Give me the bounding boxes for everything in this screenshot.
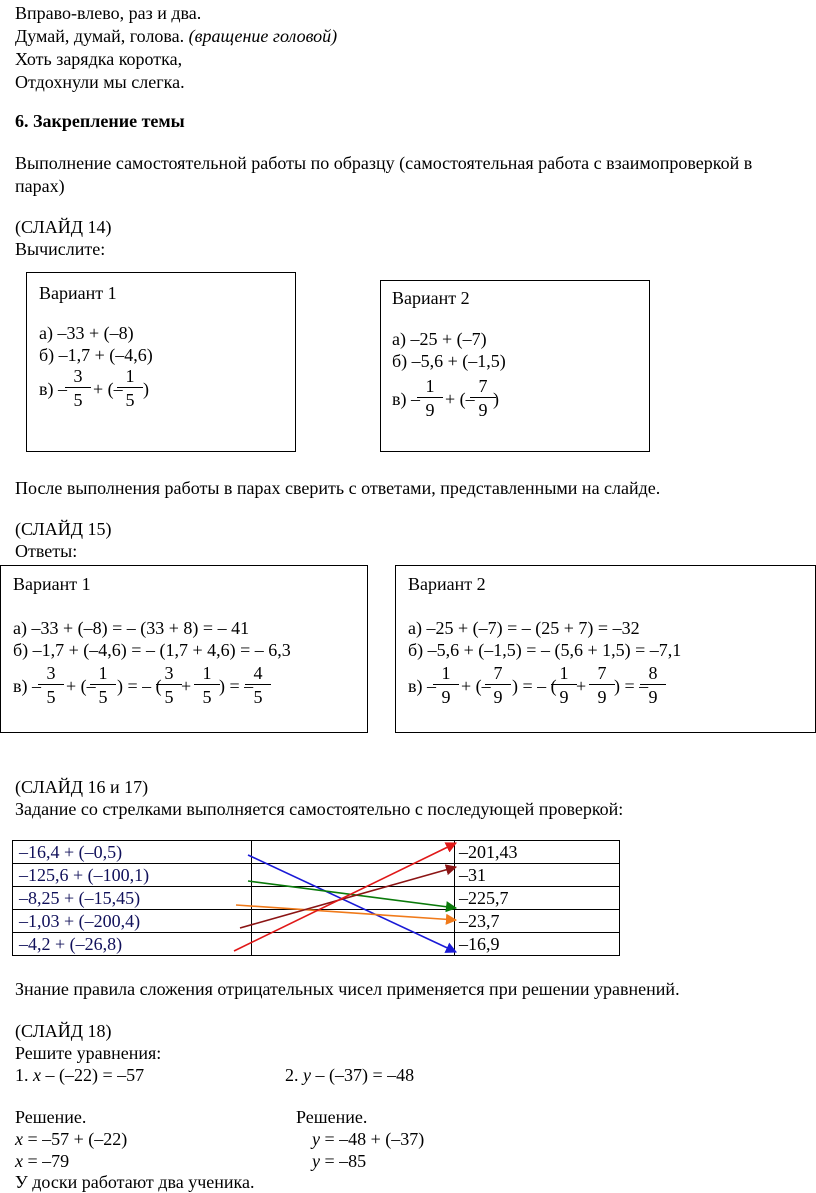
- answer1-title: Вариант 1: [13, 574, 91, 594]
- frac-num: 1: [117, 367, 143, 388]
- frac-den: 9: [441, 687, 451, 707]
- solution-2-label: Решение.: [296, 1107, 368, 1127]
- answer2-c-part1: + (–: [461, 676, 491, 696]
- slide1617-label: (СЛАЙД 16 и 17): [15, 777, 149, 797]
- right-answer: –225,7: [455, 887, 620, 910]
- frac-den: 5: [125, 390, 135, 410]
- footer-text: У доски работают два ученика.: [15, 1172, 255, 1192]
- sol1-l1-var: x: [15, 1129, 23, 1149]
- right-answer: –201,43: [455, 841, 620, 864]
- arrow-orange: [236, 905, 456, 920]
- frac-num: 7: [485, 664, 511, 685]
- slide14-label: (СЛАЙД 14): [15, 217, 112, 237]
- arrow-red: [234, 843, 456, 951]
- frac-den: 5: [46, 687, 56, 707]
- variant2-c-prefix: в) –: [392, 389, 420, 409]
- slide15-prompt: Ответы:: [15, 541, 78, 561]
- frac-num: 3: [65, 367, 91, 388]
- frac-den: 5: [253, 687, 263, 707]
- variant2-title: Вариант 2: [392, 288, 470, 308]
- frac-num: 1: [433, 664, 459, 685]
- solution-1-line-1: [15, 1128, 127, 1150]
- frac-den: 9: [559, 687, 569, 707]
- answer1-a: а) –33 + (–8) = – (33 + 8) = – 41: [13, 618, 250, 638]
- variant1-title: Вариант 1: [39, 283, 117, 303]
- variant1-c-end: ): [143, 379, 149, 399]
- answer2-c-part4: ) = –: [614, 676, 649, 696]
- poem-line-2-note: (вращение головой): [188, 26, 338, 46]
- left-expression: –125,6 + (–100,1): [13, 864, 252, 887]
- sol2-l2-var: y: [312, 1151, 320, 1171]
- after-work-text: После выполнения работы в парах сверить с ответами, представленными на слайде.: [15, 478, 661, 498]
- variant1-c-prefix: в) –: [39, 379, 67, 399]
- solution-1-label: Решение.: [15, 1107, 87, 1127]
- equation-1: [15, 1064, 144, 1086]
- frac-num: 3: [38, 664, 64, 685]
- eq2-variable: y: [303, 1065, 311, 1085]
- sol1-l2-var: x: [15, 1151, 23, 1171]
- left-expression: –8,25 + (–15,45): [13, 887, 252, 910]
- eq2-number: 2.: [285, 1065, 303, 1085]
- frac-num: 1: [551, 664, 577, 685]
- sol2-l2-rest: = –85: [320, 1151, 367, 1171]
- frac-den: 9: [478, 400, 488, 420]
- answer2-c-prefix: в) –: [408, 676, 436, 696]
- right-answer: –31: [455, 864, 620, 887]
- answer2-b: б) –5,6 + (–1,5) = – (5,6 + 1,5) = –7,1: [408, 640, 682, 660]
- sol2-l1-rest: = –48 + (–37): [320, 1129, 425, 1149]
- right-answer: –16,9: [455, 933, 620, 956]
- frac-num: 7: [589, 664, 615, 685]
- eq1-number: 1.: [15, 1065, 33, 1085]
- answer1-c-prefix: в) –: [13, 676, 41, 696]
- frac-den: 9: [597, 687, 607, 707]
- variant2-b: б) –5,6 + (–1,5): [392, 351, 506, 371]
- solution-2-line-2: [312, 1150, 366, 1172]
- poem-line-2-text: Думай, думай, голова.: [15, 26, 189, 46]
- answer1-c-part2: ) = – (: [117, 676, 162, 696]
- arrow-darkred: [240, 867, 456, 928]
- variant2-c-end: ): [493, 389, 499, 409]
- frac-den: 9: [648, 687, 658, 707]
- slide1617-prompt: Задание со стрелками выполняется самостоятельно с последующей проверкой:: [15, 799, 624, 819]
- section-heading: 6. Закрепление темы: [15, 111, 185, 131]
- variant2-a: а) –25 + (–7): [392, 329, 487, 349]
- section-desc-2: парах): [15, 176, 65, 196]
- frac-den: 5: [164, 687, 174, 707]
- variant2-c-mid: + (–: [445, 389, 475, 409]
- sol1-l2-rest: = –79: [23, 1151, 70, 1171]
- answer1-c-part3: +: [181, 676, 192, 696]
- variant1-b: б) –1,7 + (–4,6): [39, 345, 153, 365]
- slide14-prompt: Вычислите:: [15, 239, 106, 259]
- answer2-a: а) –25 + (–7) = – (25 + 7) = –32: [408, 618, 640, 638]
- frac-num: 4: [245, 664, 271, 685]
- knowledge-text: Знание правила сложения отрицательных чисел применяется при решении уравнений.: [15, 979, 680, 999]
- section-desc-1: Выполнение самостоятельной работы по образцу (самостоятельная работа с взаимопроверкой в: [15, 153, 753, 173]
- left-expression: –1,03 + (–200,4): [13, 910, 252, 933]
- poem-line-4: Отдохнули мы слегка.: [15, 72, 185, 92]
- frac-num: 1: [90, 664, 116, 685]
- solution-1-line-2: [15, 1150, 69, 1172]
- sol1-l1-rest: = –57 + (–22): [23, 1129, 128, 1149]
- frac-num: 8: [640, 664, 666, 685]
- answer2-c-part2: ) = – (: [512, 676, 557, 696]
- frac-den: 9: [493, 687, 503, 707]
- variant1-c-mid: + (–: [93, 379, 123, 399]
- frac-den: 5: [98, 687, 108, 707]
- answer1-c-part1: + (–: [66, 676, 96, 696]
- sol2-l1-var: y: [312, 1129, 320, 1149]
- right-answer: –23,7: [455, 910, 620, 933]
- left-expression: –16,4 + (–0,5): [13, 841, 252, 864]
- eq2-rest: – (–37) = –48: [311, 1065, 415, 1085]
- poem-line-1: Вправо-влево, раз и два.: [15, 3, 202, 23]
- answer1-c-part4: ) = –: [219, 676, 254, 696]
- frac-den: 9: [425, 400, 435, 420]
- poem-line-3: Хоть зарядка коротка,: [15, 49, 183, 69]
- frac-num: 1: [417, 377, 443, 398]
- frac-den: 5: [202, 687, 212, 707]
- frac-num: 7: [470, 377, 496, 398]
- eq1-variable: x: [33, 1065, 41, 1085]
- slide15-label: (СЛАЙД 15): [15, 519, 112, 539]
- eq1-rest: – (–22) = –57: [41, 1065, 145, 1085]
- answer2-c-part3: +: [576, 676, 587, 696]
- answer1-b: б) –1,7 + (–4,6) = – (1,7 + 4,6) = – 6,3: [13, 640, 291, 660]
- frac-num: 1: [194, 664, 220, 685]
- answer2-title: Вариант 2: [408, 574, 486, 594]
- frac-num: 3: [156, 664, 182, 685]
- variant1-a: а) –33 + (–8): [39, 323, 134, 343]
- solution-2-line-1: [312, 1128, 424, 1150]
- slide18-label: (СЛАЙД 18): [15, 1021, 112, 1041]
- slide18-prompt: Решите уравнения:: [15, 1043, 162, 1063]
- equation-2: [285, 1064, 414, 1086]
- left-expression: –4,2 + (–26,8): [13, 933, 252, 956]
- frac-den: 5: [73, 390, 83, 410]
